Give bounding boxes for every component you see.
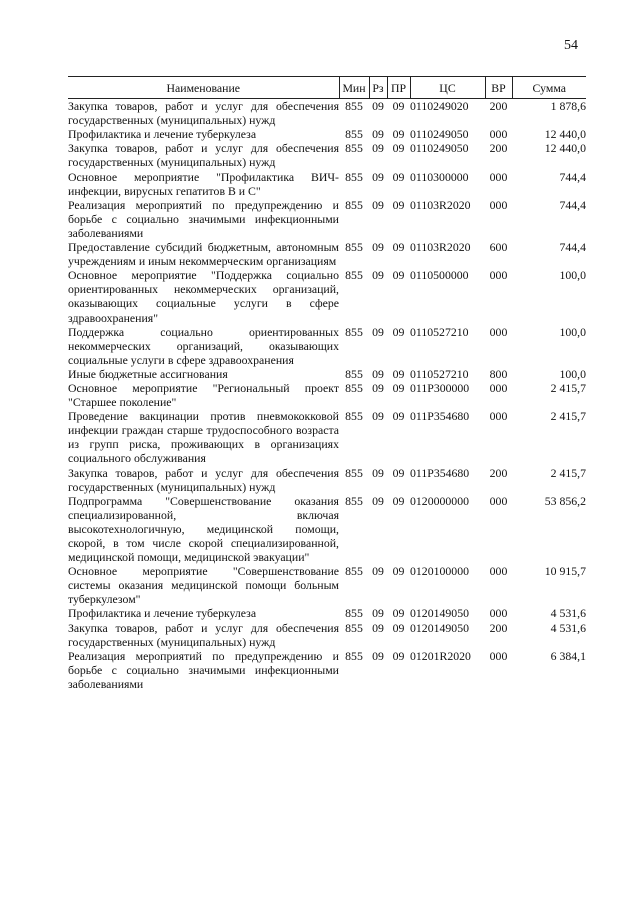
row-cs-cell: 0110500000 xyxy=(410,268,469,283)
row-vr-cell: 000 xyxy=(489,169,508,184)
row-name-cell: Иные бюджетные ассигнования xyxy=(68,366,228,381)
table-body xyxy=(68,99,586,691)
row-cs-cell: 0110527210 xyxy=(410,366,469,381)
row-pr-cell: 09 xyxy=(392,465,405,480)
row-pr-cell: 09 xyxy=(392,99,405,114)
row-pr-cell: 09 xyxy=(392,197,405,212)
row-sum-cell: 12 440,0 xyxy=(544,127,586,142)
row-min-cell: 855 xyxy=(345,127,363,142)
row-sum-cell: 2 415,7 xyxy=(550,465,586,480)
row-name-cell: Закупка товаров, работ и услуг для обеспечения государственных (муниципальных) нужд xyxy=(68,620,339,649)
row-sum-cell: 6 384,1 xyxy=(550,648,586,663)
row-pr-cell: 09 xyxy=(392,127,405,142)
row-pr-cell: 09 xyxy=(392,324,405,339)
row-cs-cell: 0120100000 xyxy=(410,564,469,579)
row-vr-cell: 000 xyxy=(489,380,508,395)
row-rz-cell: 09 xyxy=(372,99,384,114)
row-min-cell: 855 xyxy=(345,465,363,480)
row-min-cell: 855 xyxy=(345,620,363,635)
column-header-vr: ВР xyxy=(485,77,512,99)
row-rz-cell: 09 xyxy=(372,648,384,663)
row-name-cell: Основное мероприятие "Профилактика ВИЧ-инфекции, вирусных гепатитов В и С" xyxy=(68,169,339,198)
row-vr-cell: 000 xyxy=(489,606,508,621)
table-row xyxy=(68,409,586,465)
row-min-cell: 855 xyxy=(345,606,363,621)
row-min-cell: 855 xyxy=(345,564,363,579)
column-header-pr: ПР xyxy=(387,77,410,99)
table-row xyxy=(68,381,586,409)
table-row xyxy=(68,240,586,268)
row-sum-cell: 744,4 xyxy=(559,240,586,255)
row-rz-cell: 09 xyxy=(372,169,384,184)
row-rz-cell: 09 xyxy=(372,564,384,579)
column-header-min: Мин xyxy=(339,77,369,99)
row-min-cell: 855 xyxy=(345,197,363,212)
table-row xyxy=(68,99,586,128)
row-cs-cell: 0120000000 xyxy=(410,493,469,508)
row-name-cell: Профилактика и лечение туберкулеза xyxy=(68,127,257,142)
row-vr-cell: 200 xyxy=(489,99,508,114)
row-name-cell: Основное мероприятие "Поддержка социально ориентированных некоммерческих организаций, оказывающих социальные услуги в сфере здравоохранения" xyxy=(68,268,339,325)
row-name-cell: Основное мероприятие "Региональный проект "Старшее поколение" xyxy=(68,380,339,410)
table-row xyxy=(68,127,586,141)
table-row xyxy=(68,564,586,606)
table-row xyxy=(68,649,586,691)
row-cs-cell: 01103R2020 xyxy=(410,240,471,255)
row-name-cell: Закупка товаров, работ и услуг для обеспечения государственных (муниципальных) нужд xyxy=(68,465,339,494)
row-sum-cell: 4 531,6 xyxy=(550,606,586,621)
row-sum-cell: 10 915,7 xyxy=(544,564,586,579)
row-rz-cell: 09 xyxy=(372,324,384,339)
row-vr-cell: 000 xyxy=(489,493,508,508)
row-pr-cell: 09 xyxy=(392,169,405,184)
row-name-cell: Поддержка социально ориентированных некоммерческих организаций, оказывающих социальные услуги в сфере здравоохранения xyxy=(68,324,339,367)
row-rz-cell: 09 xyxy=(372,409,384,424)
row-name-cell: Профилактика и лечение туберкулеза xyxy=(68,606,257,621)
row-pr-cell: 09 xyxy=(392,380,405,395)
row-rz-cell: 09 xyxy=(372,465,384,480)
row-vr-cell: 200 xyxy=(489,141,508,156)
column-header-sum: Сумма xyxy=(512,77,586,99)
row-sum-cell: 744,4 xyxy=(559,197,586,212)
row-cs-cell: 0110249050 xyxy=(410,141,469,156)
row-min-cell: 855 xyxy=(345,240,363,255)
row-vr-cell: 000 xyxy=(489,197,508,212)
row-sum-cell: 53 856,2 xyxy=(544,493,586,508)
row-cs-cell: 011P354680 xyxy=(410,465,470,480)
row-pr-cell: 09 xyxy=(392,240,405,255)
row-rz-cell: 09 xyxy=(372,240,384,255)
table-row xyxy=(68,466,586,494)
row-vr-cell: 000 xyxy=(489,268,508,283)
row-cs-cell: 0110249050 xyxy=(410,127,469,142)
row-name-cell: Реализация мероприятий по предупреждению и борьбе с социально значимыми инфекционными заболеваниями xyxy=(68,197,339,240)
column-header-name: Наименование xyxy=(68,77,339,99)
row-cs-cell: 0110300000 xyxy=(410,169,469,184)
row-pr-cell: 09 xyxy=(392,564,405,579)
budget-table xyxy=(68,76,586,691)
row-name-cell: Подпрограмма "Совершенствование оказания специализированной, включая высокотехнологичную, медицинской помощи, скорой, в том числе скорой специализированной, медицинской помощи, медицинской эвакуации" xyxy=(68,493,339,565)
row-sum-cell: 100,0 xyxy=(559,324,586,339)
column-header-rz: Рз xyxy=(369,77,387,99)
row-min-cell: 855 xyxy=(345,268,363,283)
row-sum-cell: 100,0 xyxy=(559,366,586,381)
row-name-cell: Закупка товаров, работ и услуг для обеспечения государственных (муниципальных) нужд xyxy=(68,99,339,128)
row-sum-cell: 2 415,7 xyxy=(550,380,586,395)
row-min-cell: 855 xyxy=(345,366,363,381)
row-pr-cell: 09 xyxy=(392,366,405,381)
row-cs-cell: 0110249020 xyxy=(410,99,469,114)
row-min-cell: 855 xyxy=(345,324,363,339)
row-min-cell: 855 xyxy=(345,409,363,424)
row-vr-cell: 000 xyxy=(489,564,508,579)
row-pr-cell: 09 xyxy=(392,493,405,508)
table-row xyxy=(68,621,586,649)
row-name-cell: Проведение вакцинации против пневмококковой инфекции граждан старше трудоспособного возраста из групп риска, проживающих в организациях социального обслуживания xyxy=(68,409,339,466)
row-cs-cell: 011P300000 xyxy=(410,380,470,395)
row-sum-cell: 1 878,6 xyxy=(550,99,586,114)
row-pr-cell: 09 xyxy=(392,141,405,156)
table-row xyxy=(68,198,586,240)
table-row xyxy=(68,367,586,381)
row-name-cell: Реализация мероприятий по предупреждению и борьбе с социально значимыми инфекционными заболеваниями xyxy=(68,648,339,691)
row-cs-cell: 0110527210 xyxy=(410,324,469,339)
row-pr-cell: 09 xyxy=(392,409,405,424)
row-min-cell: 855 xyxy=(345,99,363,114)
row-sum-cell: 4 531,6 xyxy=(550,620,586,635)
row-min-cell: 855 xyxy=(345,169,363,184)
row-rz-cell: 09 xyxy=(372,127,384,142)
row-name-cell: Закупка товаров, работ и услуг для обеспечения государственных (муниципальных) нужд xyxy=(68,141,339,170)
row-vr-cell: 600 xyxy=(489,240,508,255)
table-header xyxy=(68,77,586,99)
row-vr-cell: 800 xyxy=(489,366,508,381)
row-min-cell: 855 xyxy=(345,648,363,663)
table-row xyxy=(68,141,586,169)
table-row xyxy=(68,325,586,367)
row-rz-cell: 09 xyxy=(372,268,384,283)
row-min-cell: 855 xyxy=(345,493,363,508)
table-row xyxy=(68,268,586,324)
row-pr-cell: 09 xyxy=(392,648,405,663)
row-vr-cell: 000 xyxy=(489,324,508,339)
row-cs-cell: 011P354680 xyxy=(410,409,470,424)
row-rz-cell: 09 xyxy=(372,141,384,156)
table-row xyxy=(68,170,586,198)
row-rz-cell: 09 xyxy=(372,606,384,621)
row-rz-cell: 09 xyxy=(372,493,384,508)
table-row xyxy=(68,494,586,564)
row-cs-cell: 01103R2020 xyxy=(410,197,471,212)
row-pr-cell: 09 xyxy=(392,606,405,621)
row-pr-cell: 09 xyxy=(392,620,405,635)
row-vr-cell: 000 xyxy=(489,409,508,424)
row-cs-cell: 0120149050 xyxy=(410,620,469,635)
row-vr-cell: 000 xyxy=(489,127,508,142)
column-header-cs: ЦС xyxy=(410,77,485,99)
row-name-cell: Основное мероприятие "Совершенствование системы оказания медицинской помощи больным туберкулезом" xyxy=(68,564,339,607)
row-vr-cell: 200 xyxy=(489,620,508,635)
row-cs-cell: 01201R2020 xyxy=(410,648,471,663)
row-rz-cell: 09 xyxy=(372,380,384,395)
table-row xyxy=(68,606,586,620)
row-vr-cell: 200 xyxy=(489,465,508,480)
row-sum-cell: 100,0 xyxy=(559,268,586,283)
row-name-cell: Предоставление субсидий бюджетным, автономным учреждениям и иным некоммерческим организациям xyxy=(68,240,339,269)
row-sum-cell: 12 440,0 xyxy=(544,141,586,156)
row-min-cell: 855 xyxy=(345,141,363,156)
row-cs-cell: 0120149050 xyxy=(410,606,469,621)
row-min-cell: 855 xyxy=(345,380,363,395)
row-pr-cell: 09 xyxy=(392,268,405,283)
row-rz-cell: 09 xyxy=(372,620,384,635)
row-rz-cell: 09 xyxy=(372,197,384,212)
row-sum-cell: 2 415,7 xyxy=(550,409,586,424)
page-number: 54 xyxy=(564,38,578,53)
row-rz-cell: 09 xyxy=(372,366,384,381)
row-vr-cell: 000 xyxy=(489,648,508,663)
row-sum-cell: 744,4 xyxy=(559,169,586,184)
